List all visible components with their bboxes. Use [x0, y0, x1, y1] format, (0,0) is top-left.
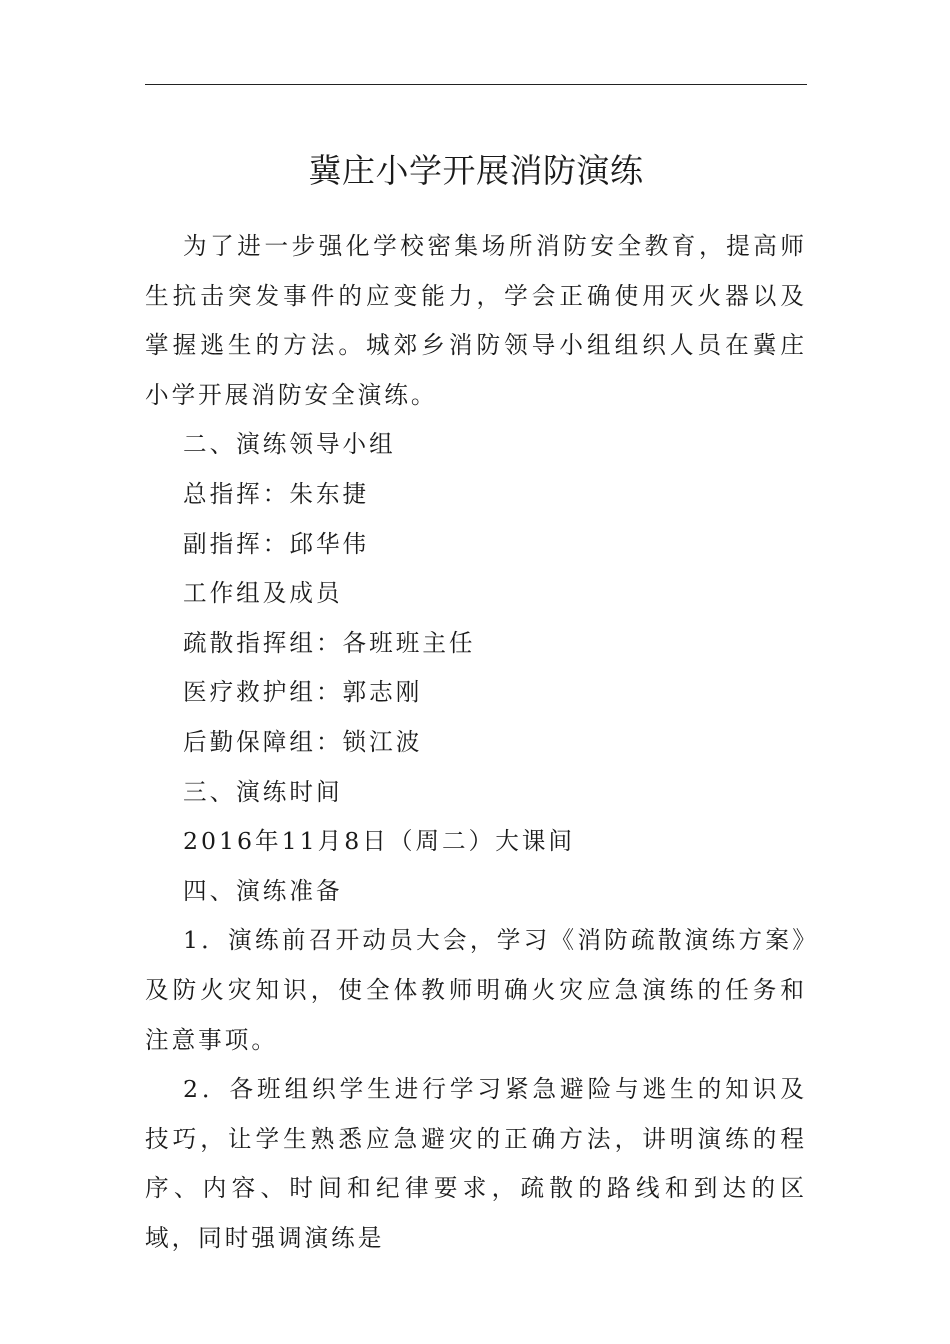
workgroup-heading: 工作组及成员 — [183, 579, 343, 608]
preparation-item-2: 2．各班组织学生进行学习紧急避险与逃生的知识及技巧，让学生熟悉应急避灾的正确方法，讲明演练的程序、内容、时间和纪律要求，疏散的路线和到达的区域，同时强调演练是 — [145, 1075, 807, 1252]
document-title: 冀庄小学开展消防演练 — [308, 151, 644, 191]
header-rule — [145, 84, 807, 85]
section-heading-preparation: 四、演练准备 — [183, 876, 343, 905]
section-heading-leadership: 二、演练领导小组 — [183, 430, 396, 459]
medical-group-line: 医疗救护组：郭志刚 — [183, 678, 423, 707]
section-heading-time: 三、演练时间 — [183, 777, 343, 806]
document-body — [145, 222, 807, 1263]
deputy-commander-line: 副指挥：邱华伟 — [183, 529, 370, 558]
logistics-group-line: 后勤保障组：锁江波 — [183, 727, 423, 756]
commander-line: 总指挥：朱东捷 — [183, 479, 370, 508]
evacuation-group-line: 疏散指挥组：各班班主任 — [183, 628, 476, 657]
intro-paragraph: 为了进一步强化学校密集场所消防安全教育，提高师生抗击突发事件的应变能力，学会正确使用灭火器以及掌握逃生的方法。城郊乡消防领导小组组织人员在冀庄小学开展消防安全演练。 — [145, 232, 807, 409]
drill-time-line: 2016年11月8日（周二）大课间 — [183, 827, 576, 856]
preparation-item-1: 1．演练前召开动员大会，学习《消防疏散演练方案》及防火灾知识，使全体教师明确火灾应急演练的任务和注意事项。 — [145, 926, 807, 1054]
